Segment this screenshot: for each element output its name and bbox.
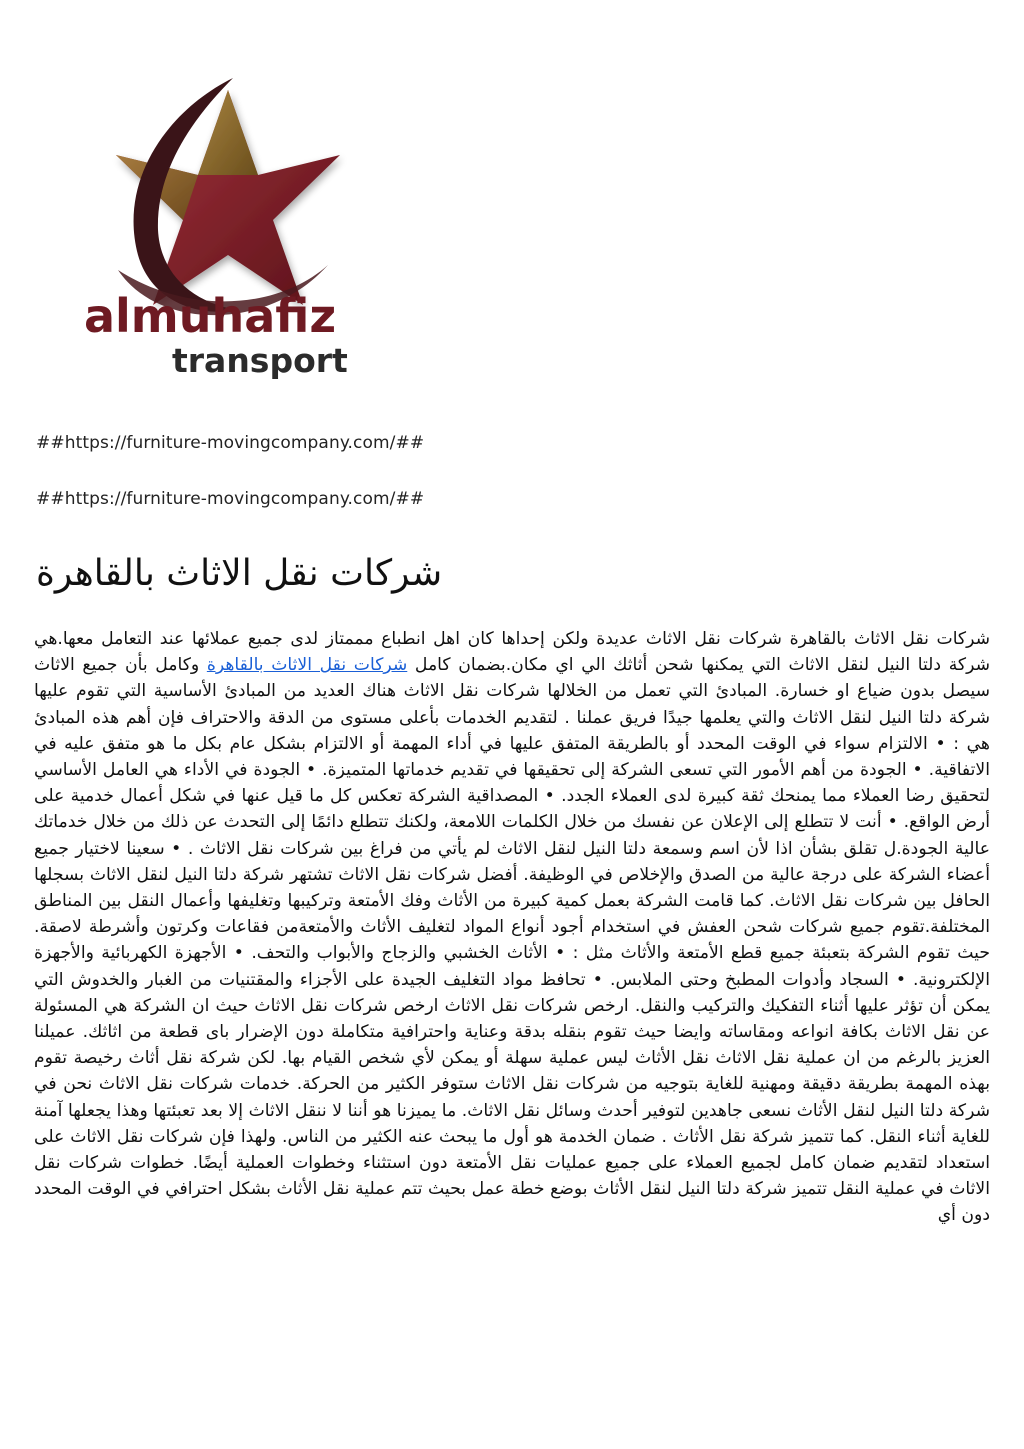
source-url: ##https://furniture-movingcompany.com/## [36, 489, 425, 509]
logo-graphic [78, 70, 378, 390]
body-text-rest: وكامل بأن جميع الاثاث سيصل بدون ضياع او خسارة. المبادئ التي تعمل من الخلالها شركات نقل الاثاث هناك العديد من المبادئ الأساسية التي تقوم عليها شركة دلتا النيل لنقل الاثاث والتي يعلمها جيدًا فريق عملنا . لتقديم الخدمات بأعلى مستوى من الدقة والاحتراف فإن أهم هذه المبادئ هي : • الالتزام سواء في الوقت المحدد أو بالطريقة المتفق عليها في أداء المهمة أو الالتزام بشكل عام بكل ما هو متفق عليه في الاتفاقية. • الجودة من أهم الأمور التي تسعى الشركة إلى تحقيقها في تقديم خدماتها المتميزة. • الجودة في الأداء هي العامل الأساسي لتحقيق رضا العملاء مما يمنحك ثقة كبيرة لدى العملاء الجدد. • المصداقية الشركة تعكس كل ما قيل عنها في شكل أعمال خدمية على أرض الواقع. • أنت لا تتطلع إلى الإعلان عن نفسك من خلال الكلمات اللامعة، ولكنك تتطلع دائمًا إلى التحدث عن ذلك من خلال خدماتك عالية الجودة.ل تقلق بشأن اذا لأن اسم وسمعة دلتا النيل لنقل الاثاث لم يأتي من فراغ بين شركات نقل الاثاث . • سعينا لاختيار جميع أعضاء الشركة على درجة عالية من الصدق والإخلاص في الوظيفة. أفضل شركات نقل الاثاث تشتهر شركة دلتا النيل لنقل الاثاث بسجلها الحافل بين شركات نقل الاثاث. كما قامت الشركة بعمل كمية كبيرة من الأثاث وفك الأمتعة وتركيبها وتغليفها وأعمال النقل بين المناطق المختلفة.تقوم جميع شركات شحن العفش في استخدام أجود أنواع المواد لتغليف الأثاث والأمتعةمن فقاعات وكرتون وأشرطة لاصقة. حيث تقوم الشركة بتعبئة جميع قطع الأمتعة والأثاث مثل : • الأثاث الخشبي والزجاج والأبواب والتحف. • الأجهزة الكهربائية والأجهزة الإلكترونية. • السجاد وأدوات المطبخ وحتى الملابس. • تحافظ مواد التغليف الجيدة على الأجزاء والمقتنيات من الغبار والخدوش التي يمكن أن تؤثر عليها أثناء التفكيك والتركيب والنقل. ارخص شركات نقل الاثاث ارخص شركات نقل الاثاث حيث ان الشركة هي المسئولة عن نقل الاثاث بكافة انواعه ومقاساته وايضا حيث تقوم بنقله بدقة وعناية واحترافية متكاملة دون الإضرار باى قطعة من اثاثك. عميلنا العزيز بالرغم من ان عملية نقل الاثاث نقل الأثاث ليس عملية سهلة أو يمكن لأي شخص القيام بها. لكن شركة نقل أثاث رخيصة تقوم بهذه المهمة بطريقة دقيقة ومهنية للغاية بتوجيه من شركات نقل الاثاث ستوفر الكثير من الحركة. خدمات شركات نقل الاثاث نحن في شركة دلتا النيل لنقل الأثاث نسعى جاهدين لتوفير أحدث وسائل نقل الاثاث. ما يميزنا هو أننا لا ننقل الاثاث إلا بعد تعبئتها وهذا يجعلها آمنة للغاية أثناء النقل. كما تتميز شركة نقل الأثاث . ضمان الخدمة هو أول ما يبحث عنه الكثير من الناس. ولهذا فإن شركات نقل الاثاث على استعداد لتقديم ضمان كامل لجميع العملاء على جميع عمليات نقل الأمتعة دون استثناء وخطوات العملية أيضًا. خطوات شركات نقل الاثاث في عملية النقل تتميز شركة دلتا النيل لنقل الأثاث بوضع خطة عمل بحيث تتم عملية نقل الأثاث بشكل احترافي في الوقت المحدد دون أي [34, 655, 990, 1226]
source-url: ##https://furniture-movingcompany.com/## [36, 433, 425, 453]
company-logo [78, 70, 378, 390]
inline-link[interactable]: شركات نقل الاثاث بالقاهرة [206, 655, 408, 676]
page-title: شركات نقل الاثاث بالقاهرة [36, 553, 443, 594]
article-body [34, 626, 990, 1229]
body-text-start: شركات نقل الاثاث بالقاهرة شركات نقل الاثاث عديدة ولكن إحداها كان اهل انطباع مممتاز لدى جميع عملائها عند التعامل معها.هي شركة دلتا النيل لنقل الاثاث التي يمكنها شحن أثاثك الي اي مكان.بضمان كامل [34, 629, 990, 676]
brand-tagline: transport [172, 341, 348, 380]
brand-name: almuhafiz [84, 289, 337, 343]
